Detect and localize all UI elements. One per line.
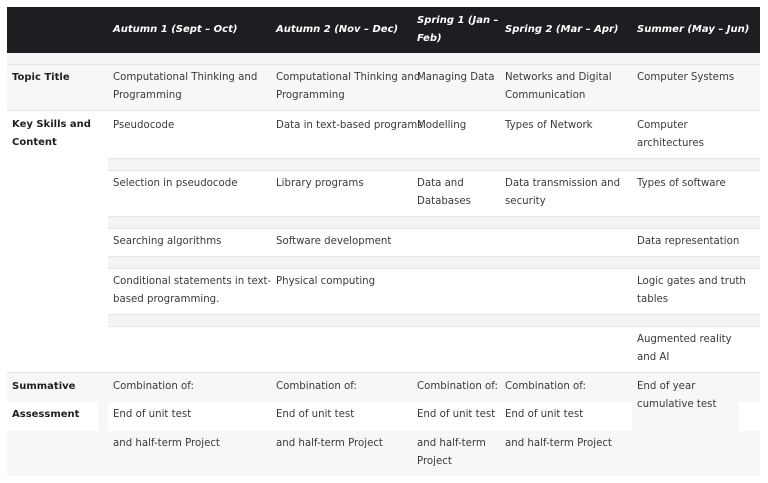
skill-spring2-2-line2: security (505, 196, 546, 207)
assess-autumn2-test: End of unit test (276, 409, 355, 420)
topic-autumn2-line2: Programming (276, 90, 345, 101)
skill-autumn1-1: Pseudocode (113, 120, 175, 131)
assess-spring2-test: End of unit test (505, 409, 584, 420)
key-skills-label-line2: Content (12, 137, 57, 148)
header-spring2: Spring 2 (Mar – Apr) (505, 24, 619, 35)
skill-summer-4-line2: tables (637, 294, 669, 305)
skill-spring2-1: Types of Network (505, 120, 593, 131)
header-spring1-line1: Spring 1 (Jan – (417, 15, 499, 26)
topic-spring2-line2: Communication (505, 90, 586, 101)
header-autumn2: Autumn 2 (Nov – Dec) (276, 24, 399, 35)
assess-autumn2-project: and half-term Project (276, 438, 383, 449)
skill-autumn1-4-line2: based programming. (113, 294, 220, 305)
key-skills-label: Key Skills and (12, 119, 91, 130)
skill-autumn1-4: Conditional statements in text- (113, 276, 272, 287)
skills-gap-4 (108, 314, 760, 327)
assess-spring1-combination: Combination of: (417, 381, 498, 392)
topic-autumn1: Computational Thinking and (113, 72, 258, 83)
skill-summer-3: Data representation (637, 236, 740, 247)
skill-spring2-2: Data transmission and (505, 178, 621, 189)
skill-spring1-2-line2: Databases (417, 196, 471, 207)
topic-autumn2: Computational Thinking and (276, 72, 421, 83)
skill-summer-5-line2: and AI (637, 352, 670, 363)
header-spring1-line2: Feb) (417, 33, 442, 44)
assess-summer-line2: cumulative test (637, 399, 717, 410)
assess-spring2-combination: Combination of: (505, 381, 586, 392)
topic-title-label: Topic Title (12, 72, 70, 83)
skill-summer-5: Augmented reality (637, 334, 732, 345)
skill-autumn2-3: Software development (276, 236, 392, 247)
skill-autumn2-4: Physical computing (276, 276, 376, 287)
skill-spring1-1: Modelling (417, 120, 467, 131)
skill-autumn1-3: Searching algorithms (113, 236, 222, 247)
topic-autumn1-line2: Programming (113, 90, 182, 101)
skill-spring1-2: Data and (417, 178, 464, 189)
assessment-label: Assessment (12, 409, 80, 420)
skill-autumn2-1: Data in text-based programs (276, 120, 423, 131)
skill-summer-2: Types of software (637, 178, 726, 189)
header-summer: Summer (May – Jun) (637, 24, 750, 35)
spacer-row (7, 53, 760, 64)
topic-spring2: Networks and Digital (505, 72, 612, 83)
skill-summer-1: Computer (637, 120, 688, 131)
summative-label: Summative (12, 381, 76, 392)
skill-autumn2-2: Library programs (276, 178, 364, 189)
topic-spring1: Managing Data (417, 72, 495, 83)
assess-summer: End of year (637, 381, 696, 392)
skill-autumn1-2: Selection in pseudocode (113, 178, 238, 189)
assess-spring1-test: End of unit test (417, 409, 496, 420)
skills-gap-3 (108, 256, 760, 269)
assess-autumn1-combination: Combination of: (113, 381, 194, 392)
assess-autumn2-combination: Combination of: (276, 381, 357, 392)
skill-summer-1-line2: architectures (637, 138, 704, 149)
table-header (7, 7, 760, 53)
assess-spring1-project-line2: Project (417, 456, 452, 467)
header-autumn1: Autumn 1 (Sept – Oct) (113, 24, 238, 35)
topic-summer: Computer Systems (637, 72, 735, 83)
assess-autumn1-test: End of unit test (113, 409, 192, 420)
assess-autumn1-project: and half-term Project (113, 438, 220, 449)
skills-gap-1 (108, 158, 760, 171)
assess-spring2-project: and half-term Project (505, 438, 612, 449)
skills-gap-2 (108, 216, 760, 229)
skill-summer-4: Logic gates and truth (637, 276, 746, 287)
assess-spring1-project: and half-term (417, 438, 486, 449)
